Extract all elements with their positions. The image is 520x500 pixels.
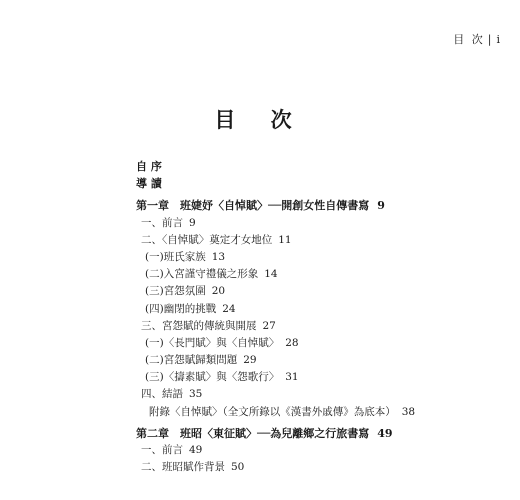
toc-entry-page-number: 9: [377, 199, 385, 213]
toc-entry-text: 第一章 班婕妤〈自悼賦〉──開創女性自傳書寫: [136, 199, 370, 213]
toc-entry-page-number: 20: [211, 285, 226, 298]
running-head-divider: |: [487, 33, 494, 46]
toc-entry-text: (二)宮怨賦歸類問題: [145, 354, 238, 367]
toc-section-entry: [136, 459, 516, 476]
toc-entry-text: (三)宮怨氛圍: [145, 285, 206, 298]
toc-entry-text: (三)〈擣素賦〉與〈怨歌行〉: [145, 371, 280, 384]
toc-chapter-entry: [136, 425, 516, 442]
toc-entry-page-number: 35: [189, 388, 203, 401]
toc-chapter-entry: [136, 197, 516, 214]
toc-entry-text: (一)班氏家族: [145, 250, 206, 263]
toc-entry-page-number: 31: [285, 371, 299, 384]
toc-section-entry: [136, 352, 516, 369]
toc-entry-text: 一、前言: [141, 444, 183, 456]
toc-entry-page-number: 49: [377, 426, 393, 440]
toc-entry-text: (四)幽閉的挑戰: [145, 302, 217, 315]
toc-entry-text: 自 序: [136, 160, 162, 173]
toc-section-entry: [136, 249, 516, 266]
running-head-label: 目 次: [453, 33, 485, 46]
toc-chapter-entry: [136, 175, 516, 192]
table-of-contents: [136, 158, 516, 476]
toc-entry-text: (二)入宮謹守禮儀之形象: [145, 268, 259, 281]
toc-entry-page-number: 11: [278, 233, 292, 246]
toc-section-entry: [136, 232, 516, 249]
toc-entry-text: 附錄〈自悼賦〉（全文所錄以《漢書外戚傳》為底本）: [149, 405, 396, 418]
toc-entry-text: 導 讀: [136, 177, 162, 191]
toc-entry-page-number: 9: [189, 216, 196, 229]
page-title: 目 次: [214, 107, 306, 132]
toc-entry-page-number: 13: [211, 250, 226, 263]
toc-section-entry: [136, 335, 516, 352]
toc-entry-text: 二、班昭賦作背景: [141, 461, 225, 474]
running-head-page-number: i: [496, 33, 502, 46]
toc-entry-text: 三、宮怨賦的傳統與開展: [141, 319, 257, 332]
toc-section-entry: [136, 215, 516, 232]
toc-entry-page-number: 27: [262, 319, 276, 332]
toc-entry-page-number: 24: [222, 302, 236, 315]
toc-section-entry: [136, 442, 516, 459]
toc-section-entry: [136, 369, 516, 386]
toc-entry-page-number: 29: [243, 354, 257, 367]
toc-entry-text: 四、結語: [141, 388, 183, 401]
toc-entry-page-number: 14: [264, 268, 278, 281]
toc-entry-page-number: 50: [231, 461, 245, 474]
toc-section-entry: [136, 301, 516, 318]
toc-section-entry: [136, 283, 516, 300]
toc-section-entry: [136, 318, 516, 335]
toc-section-entry: [136, 266, 516, 283]
toc-entry-page-number: 28: [285, 336, 299, 349]
toc-chapter-entry: [136, 158, 516, 175]
toc-entry-page-number: 49: [189, 444, 203, 456]
toc-section-entry: [136, 404, 516, 421]
toc-entry-text: 第二章 班昭〈東征賦〉──為兒離鄉之行旅書寫: [136, 426, 370, 440]
toc-entry-text: 二、〈自悼賦〉奠定才女地位: [141, 233, 273, 246]
toc-entry-text: 一、前言: [141, 216, 183, 229]
toc-entry-text: (一)〈長門賦〉與〈自悼賦〉: [145, 336, 280, 349]
toc-section-entry: [136, 386, 516, 403]
running-head: [453, 31, 502, 47]
toc-entry-page-number: 38: [401, 405, 416, 418]
